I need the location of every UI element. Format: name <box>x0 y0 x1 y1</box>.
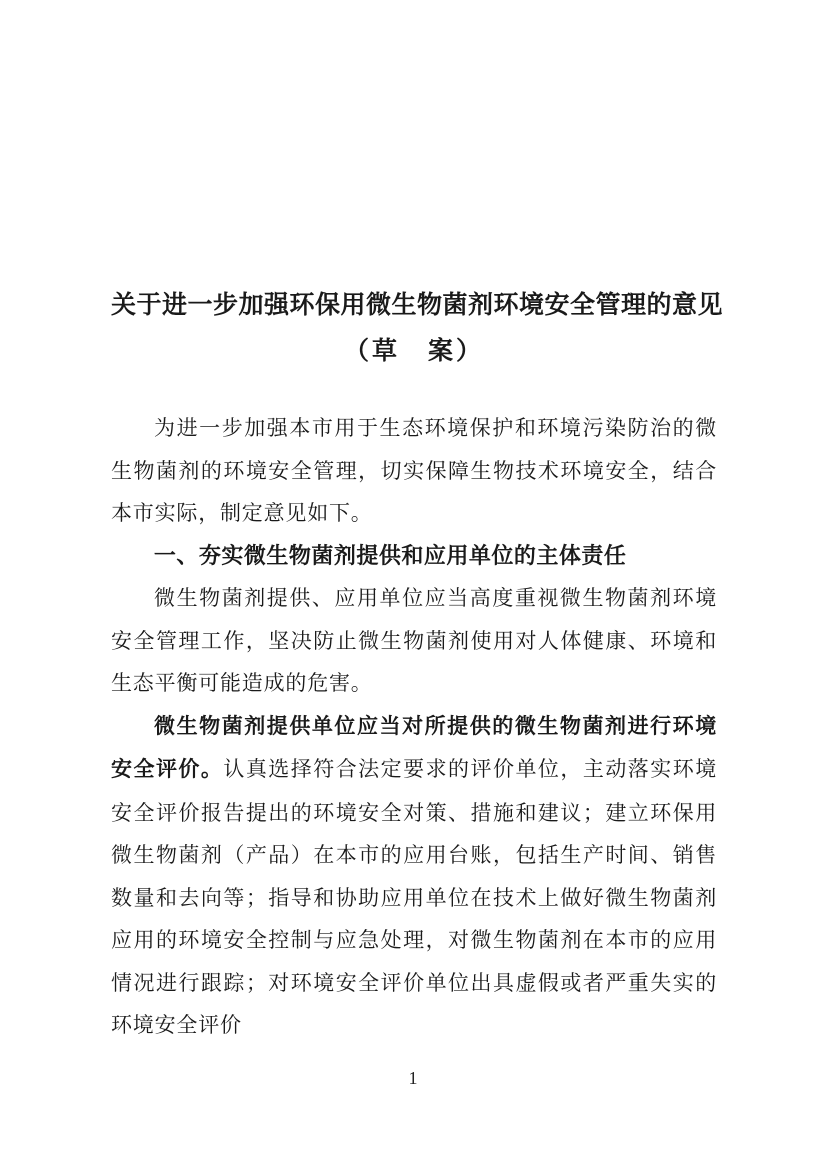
paragraph-2-bold-lead: 微生物菌剂提供单位应当对所提供的微生物菌剂进行环境安全评价。 <box>111 714 717 781</box>
intro-paragraph: 为进一步加强本市用于生态环境保护和环境污染防治的微生物菌剂的环境安全管理，切实保障生物技术环境安全，结合本市实际，制定意见如下。 <box>111 416 717 525</box>
document-body <box>111 283 724 1047</box>
section-1-paragraph-2 <box>111 705 717 1047</box>
page-number: 1 <box>408 1068 418 1088</box>
document-title: 关于进一步加强环保用微生物菌剂环境安全管理的意见 <box>111 292 724 319</box>
section-1-paragraph-1: 微生物菌剂提供、应用单位应当高度重视微生物菌剂环境安全管理工作，坚决防止微生物菌剂使用对人体健康、环境和生态平衡可能造成的危害。 <box>111 586 717 695</box>
document-subtitle: （草 案） <box>343 338 484 365</box>
paragraph-2-body-text: 认真选择符合法定要求的评价单位，主动落实环境安全评价报告提出的环境安全对策、措施和建议；建立环保用微生物菌剂（产品）在本市的应用台账，包括生产时间、销售数量和去向等；指导和协助应用单位在技术上做好微生物菌剂应用的环境安全控制与应急处理，对微生物菌剂在本市的应用情况进行跟踪；对环境安全评价单位出具虚假或者严重失实的环境安全评价 <box>111 757 718 1037</box>
section-1-heading: 一、夯实微生物菌剂提供和应用单位的主体责任 <box>153 542 627 568</box>
